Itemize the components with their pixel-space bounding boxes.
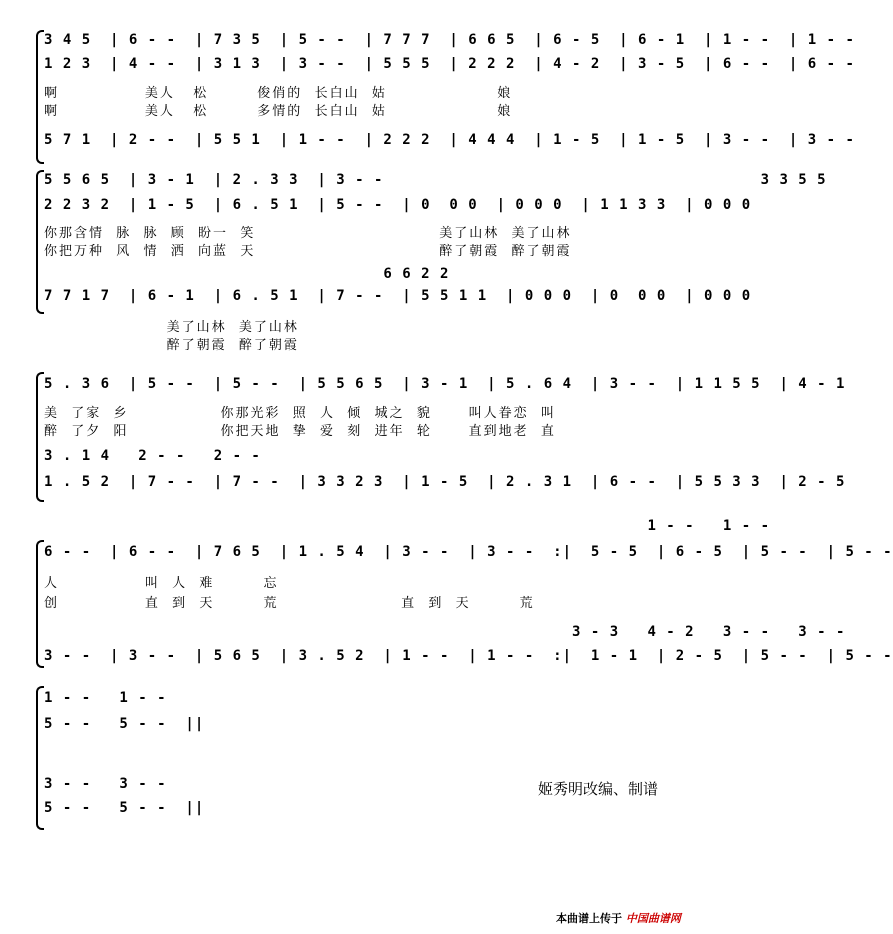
- system4-lyric2: 创 直 到 天 荒 直 到 天 荒: [44, 596, 535, 611]
- system2-lyric3: 美了山林 美了山林: [44, 320, 299, 335]
- system-brace: [36, 540, 44, 668]
- system2-lyric2: 你把万种 风 情 洒 向蓝 天 醉了朝霞 醉了朝霞: [44, 244, 572, 259]
- system-brace: [36, 170, 44, 314]
- system5-upper2: 5 - - 5 - - ||: [44, 716, 205, 732]
- system4-upper: 6 - - | 6 - - | 7 6 5 | 1 . 5 4 | 3 - - | 3 - - :| 5 - 5 | 6 - 5 | 5 - - | 5 - -: [44, 544, 893, 560]
- system2-upper: 5 5 6 5 | 3 - 1 | 2 . 3 3 | 3 - - 3 3 5 5: [44, 172, 827, 188]
- system4-lower: 3 - - | 3 - - | 5 6 5 | 3 . 5 2 | 1 - - | 1 - - :| 1 - 1 | 2 - 5 | 5 - - | 5 - -: [44, 648, 893, 664]
- system4-lyric1: 人 叫 人 难 忘: [44, 576, 279, 591]
- system3-upper2: 3 . 1 4 2 - - 2 - -: [44, 448, 261, 464]
- system5-upper: 1 - - 1 - -: [44, 690, 167, 706]
- system1-upper: 3 4 5 | 6 - - | 7 3 5 | 5 - - | 7 7 7 | 6 6 5 | 6 - 5 | 6 - 1 | 1 - - | 1 - -: [44, 32, 855, 48]
- system2-upper2: 2 2 3 2 | 1 - 5 | 6 . 5 1 | 5 - - | 0 0 0 | 0 0 0 | 1 1 3 3 | 0 0 0: [44, 197, 752, 213]
- system2-lyric1: 你那含情 脉 脉 顾 盼一 笑 美了山林 美了山林: [44, 226, 572, 241]
- system5-lower: 5 - - 5 - - ||: [44, 800, 205, 816]
- system-brace: [36, 686, 44, 830]
- system4-upper2: 3 - 3 4 - 2 3 - - 3 - -: [44, 624, 846, 640]
- system-brace: [36, 30, 44, 164]
- system2-lyric4: 醉了朝霞 醉了朝霞: [44, 338, 299, 353]
- system-brace: [36, 372, 44, 502]
- system2-lower: 7 7 1 7 | 6 - 1 | 6 . 5 1 | 7 - - | 5 5 1 1 | 0 0 0 | 0 0 0 | 0 0 0: [44, 288, 752, 304]
- system3-lower: 1 . 5 2 | 7 - - | 7 - - | 3 3 2 3 | 1 - 5 | 2 . 3 1 | 6 - - | 5 5 3 3 | 2 - 5: [44, 474, 846, 490]
- system1-lower: 5 7 1 | 2 - - | 5 5 1 | 1 - - | 2 2 2 | 4 4 4 | 1 - 5 | 1 - 5 | 3 - - | 3 - -: [44, 132, 855, 148]
- system5-lower1: 3 - - 3 - -: [44, 776, 167, 792]
- system3-lyric1: 美 了家 乡 你那光彩 照 人 倾 城之 貌 叫人眷恋 叫: [44, 406, 556, 421]
- system1-lyric1: 啊 美人 松 俊俏的 长白山 姑 娘: [44, 86, 513, 101]
- system1-upper2: 1 2 3 | 4 - - | 3 1 3 | 3 - - | 5 5 5 | 2 2 2 | 4 - 2 | 3 - 5 | 6 - - | 6 - -: [44, 56, 855, 72]
- system2-upper3: 6 6 2 2: [44, 266, 450, 282]
- site-footer: [556, 910, 681, 926]
- system3-lyric2: 醉 了夕 阳 你把天地 挚 爱 刻 进年 轮 直到地老 直: [44, 424, 556, 439]
- system4-upper3: 1 - - 1 - -: [44, 518, 771, 534]
- site-logo[interactable]: 中国曲谱网: [625, 912, 681, 925]
- system3-upper: 5 . 3 6 | 5 - - | 5 - - | 5 5 6 5 | 3 - 1 | 5 . 6 4 | 3 - - | 1 1 5 5 | 4 - 1: [44, 376, 846, 392]
- system1-lyric2: 啊 美人 松 多情的 长白山 姑 娘: [44, 104, 513, 119]
- footer-text: 本曲谱上传于: [556, 912, 622, 925]
- arranger-credit: 姬秀明改编、制谱: [538, 780, 659, 798]
